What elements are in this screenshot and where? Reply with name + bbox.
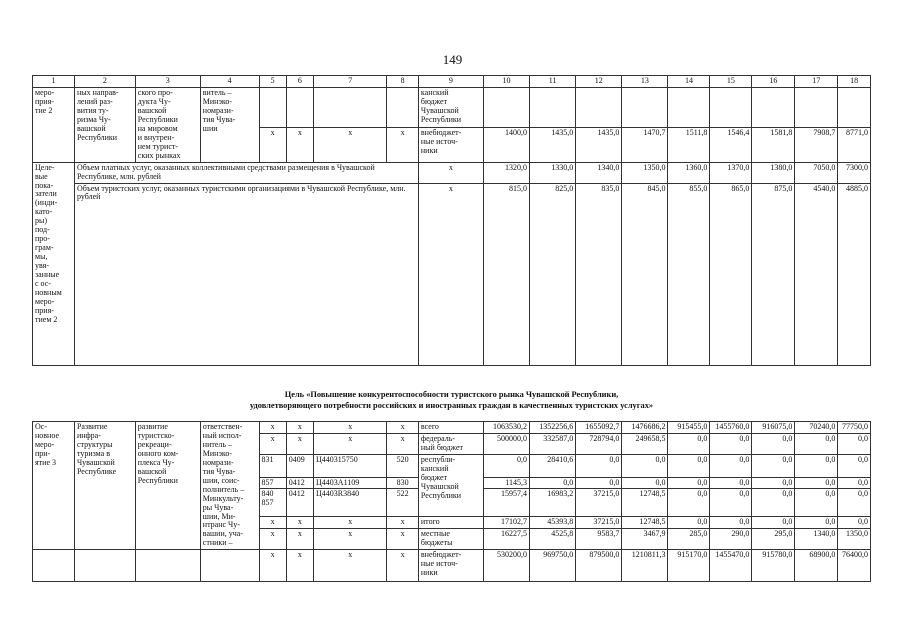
col-num: 12: [576, 76, 622, 88]
measure-label: меро- прия- тие 2: [33, 88, 75, 163]
cell: 249658,5: [622, 433, 668, 454]
cell: x: [387, 517, 418, 529]
cell: 0,0: [795, 433, 838, 454]
cell: 865,0: [710, 183, 752, 365]
cell: 1352256,6: [530, 422, 576, 434]
cell: 0412: [286, 477, 313, 489]
cell: 1063530,2: [483, 422, 529, 434]
cell: 1380,0: [752, 162, 795, 183]
cell: 1320,0: [483, 162, 529, 183]
cell: 8771,0: [838, 128, 871, 162]
cell: 285,0: [668, 529, 710, 550]
col-num: 13: [622, 76, 668, 88]
col-num: 7: [314, 76, 387, 88]
cell: 7908,7: [795, 128, 838, 162]
col-num: 8: [387, 76, 418, 88]
cell: 915170,0: [668, 550, 710, 582]
cell: 0,0: [710, 489, 752, 517]
measure-label: Ос- новное меро- при- ятие 3: [33, 422, 75, 550]
cell: 1370,0: [710, 162, 752, 183]
cell: 1581,8: [752, 128, 795, 162]
col-num: 6: [286, 76, 313, 88]
cell: 7300,0: [838, 162, 871, 183]
cell: 1330,0: [530, 162, 576, 183]
cell: 0,0: [668, 433, 710, 454]
cell: x: [259, 433, 286, 454]
cell: x: [387, 550, 418, 582]
cell: x: [387, 422, 418, 434]
col-num: 18: [838, 76, 871, 88]
cell: 0,0: [668, 517, 710, 529]
cell: 825,0: [530, 183, 576, 365]
page-number: 149: [442, 52, 463, 67]
funding-source: канский бюджет Чувашской Республики: [418, 88, 483, 128]
cell: x: [286, 529, 313, 550]
cell: 1400,0: [483, 128, 529, 162]
col-num: 5: [259, 76, 286, 88]
cell: 857: [259, 477, 286, 489]
cell: 1360,0: [668, 162, 710, 183]
cell: 0,0: [668, 454, 710, 477]
cell: 1340,0: [795, 529, 838, 550]
funding-source: итого: [418, 517, 483, 529]
col-num: 16: [752, 76, 795, 88]
cell: x: [314, 529, 387, 550]
col-num: 15: [710, 76, 752, 88]
cell: 0412: [286, 489, 313, 517]
cell: 1476686,2: [622, 422, 668, 434]
cell: 1350,0: [622, 162, 668, 183]
cell: 1340,0: [576, 162, 622, 183]
goal-line: удовлетворяющего потребности российских и иностранных граждан в качественных туристских услугах»: [249, 400, 654, 410]
cell: x: [286, 422, 313, 434]
cell: 0,0: [752, 477, 795, 489]
cell: 815,0: [483, 183, 529, 365]
cell: 1511,8: [668, 128, 710, 162]
cell: 0,0: [710, 433, 752, 454]
cell: 0,0: [622, 477, 668, 489]
cell: 0,0: [795, 489, 838, 517]
measure-product: ского про- дукта Чу- вашской Республики на мировом и внутрен- нем турист- ских рынках: [135, 88, 200, 163]
measure-direction: Развитие инфра- структуры туризма в Чувашской Республике: [74, 422, 135, 550]
cell: 0,0: [483, 454, 529, 477]
cell: 835,0: [576, 183, 622, 365]
cell: 840 857: [259, 489, 286, 517]
cell: 37215,0: [576, 489, 622, 517]
cell: 0,0: [710, 477, 752, 489]
cell: 500000,0: [483, 433, 529, 454]
indicator-name: Объем платных услуг, оказанных коллективными средствами размещения в Чувашской Республике, млн. рублей: [74, 162, 418, 183]
cell: 0,0: [752, 489, 795, 517]
measure-product: развитие туристско- рекреаци- онного ком- плекса Чу- вашской Республики: [135, 422, 200, 550]
cell: 855,0: [668, 183, 710, 365]
cell: 12748,5: [622, 517, 668, 529]
cell: 728794,0: [576, 433, 622, 454]
cell: 0,0: [668, 489, 710, 517]
cell: x: [387, 529, 418, 550]
cell: x: [314, 517, 387, 529]
cell: 1350,0: [838, 529, 871, 550]
cell: 0,0: [752, 454, 795, 477]
goal-line: Цель «Повышение конкурентоспособности туристского рынка Чувашской Республики,: [284, 390, 619, 399]
cell: 0,0: [795, 454, 838, 477]
cell: 3467,9: [622, 529, 668, 550]
cell: x: [387, 128, 418, 162]
cell: 12748,5: [622, 489, 668, 517]
cell: 530200,0: [483, 550, 529, 582]
cell: 295,0: [752, 529, 795, 550]
cell: 845,0: [622, 183, 668, 365]
cell: 0,0: [576, 454, 622, 477]
table-row: [33, 422, 871, 434]
cell: 17102,7: [483, 517, 529, 529]
cell: 0,0: [710, 454, 752, 477]
cell: 0,0: [668, 477, 710, 489]
col-num: 11: [530, 76, 576, 88]
cell: 1655092,7: [576, 422, 622, 434]
cell: x: [418, 183, 483, 365]
cell: 70240,0: [795, 422, 838, 434]
col-num: 10: [483, 76, 529, 88]
cell: Ц440315750: [314, 454, 387, 477]
indicator-row: [33, 183, 871, 365]
cell: 332587,0: [530, 433, 576, 454]
cell: x: [314, 550, 387, 582]
funding-source: республи- канский бюджет Чувашской Республики: [418, 454, 483, 517]
cell: 0,0: [838, 517, 871, 529]
cell: 16227,5: [483, 529, 529, 550]
column-number-row: [33, 76, 871, 88]
cell: x: [259, 550, 286, 582]
cell: 879500,0: [576, 550, 622, 582]
cell: 28410,6: [530, 454, 576, 477]
table-row: [33, 550, 871, 582]
table-row: [33, 88, 871, 128]
cell: x: [418, 162, 483, 183]
cell: 915455,0: [668, 422, 710, 434]
funding-source: федераль- ный бюджет: [418, 433, 483, 454]
cell: 0409: [286, 454, 313, 477]
program-table-part1: [32, 75, 871, 366]
cell: 875,0: [752, 183, 795, 365]
cell: 0,0: [530, 477, 576, 489]
cell: 4540,0: [795, 183, 838, 365]
cell: x: [259, 422, 286, 434]
col-num: 14: [668, 76, 710, 88]
cell: 0,0: [622, 454, 668, 477]
cell: 0,0: [838, 433, 871, 454]
cell: 1546,4: [710, 128, 752, 162]
cell: 1455760,0: [710, 422, 752, 434]
program-table-part2: [32, 421, 871, 582]
cell: x: [314, 128, 387, 162]
cell: 0,0: [752, 517, 795, 529]
col-num: 1: [33, 76, 75, 88]
cell: 4525,8: [530, 529, 576, 550]
cell: x: [286, 550, 313, 582]
col-num: 3: [135, 76, 200, 88]
cell: Ц4403А1109: [314, 477, 387, 489]
cell: x: [259, 128, 286, 162]
cell: 68900,0: [795, 550, 838, 582]
cell: 1210811,3: [622, 550, 668, 582]
cell: 0,0: [795, 517, 838, 529]
cell: 1435,0: [576, 128, 622, 162]
funding-source: местные бюджеты: [418, 529, 483, 550]
cell: 77750,0: [838, 422, 871, 434]
cell: x: [259, 517, 286, 529]
cell: x: [286, 517, 313, 529]
cell: 520: [387, 454, 418, 477]
funding-source: внебюджет- ные источ- ники: [418, 550, 483, 582]
cell: 1145,3: [483, 477, 529, 489]
cell: 915780,0: [752, 550, 795, 582]
cell: 916075,0: [752, 422, 795, 434]
cell: Ц4403R3840: [314, 489, 387, 517]
cell: x: [387, 433, 418, 454]
measure-direction: ных направ- лений раз- вития ту- ризма Чу- вашской Республики: [74, 88, 135, 163]
cell: 0,0: [838, 454, 871, 477]
col-num: 4: [200, 76, 259, 88]
indicator-name: Объем туристских услуг, оказанных туристскими организациями в Чувашской Республике, млн. рублей: [74, 183, 418, 365]
indicator-label: Целе- вые пока- затели (инди- като- ры) под- про- грам- мы, увя- занные с ос- новным меро- прия- тием 2: [33, 162, 75, 365]
cell: 4885,0: [838, 183, 871, 365]
cell: 1455470,0: [710, 550, 752, 582]
cell: 831: [259, 454, 286, 477]
cell: 1435,0: [530, 128, 576, 162]
cell: x: [314, 433, 387, 454]
cell: 0,0: [838, 489, 871, 517]
cell: 0,0: [838, 477, 871, 489]
cell: 1470,7: [622, 128, 668, 162]
cell: x: [259, 529, 286, 550]
cell: 522: [387, 489, 418, 517]
cell: 45393,8: [530, 517, 576, 529]
cell: 37215,0: [576, 517, 622, 529]
cell: 0,0: [710, 517, 752, 529]
indicator-row: [33, 162, 871, 183]
cell: 830: [387, 477, 418, 489]
cell: 7050,0: [795, 162, 838, 183]
measure-executor: витель – Минэко- номрази- тия Чува- шии: [200, 88, 259, 163]
funding-source: всего: [418, 422, 483, 434]
funding-source: внебюджет- ные источ- ники: [418, 128, 483, 162]
col-num: 9: [418, 76, 483, 88]
cell: 290,0: [710, 529, 752, 550]
cell: 9583,7: [576, 529, 622, 550]
cell: 15957,4: [483, 489, 529, 517]
cell: 16983,2: [530, 489, 576, 517]
measure-executor: ответствен- ный испол- нитель – Минэко- номрази- тия Чува- шии, соис- полнитель – Минкульту- ры Чува- шии, Ми- нтранс Чу- вашии, уча- стники –: [200, 422, 259, 550]
cell: 969750,0: [530, 550, 576, 582]
cell: x: [286, 433, 313, 454]
cell: 0,0: [752, 433, 795, 454]
cell: x: [286, 128, 313, 162]
col-num: 17: [795, 76, 838, 88]
cell: x: [314, 422, 387, 434]
cell: 0,0: [576, 477, 622, 489]
col-num: 2: [74, 76, 135, 88]
cell: 76400,0: [838, 550, 871, 582]
goal-heading: [32, 390, 871, 411]
cell: 0,0: [795, 477, 838, 489]
